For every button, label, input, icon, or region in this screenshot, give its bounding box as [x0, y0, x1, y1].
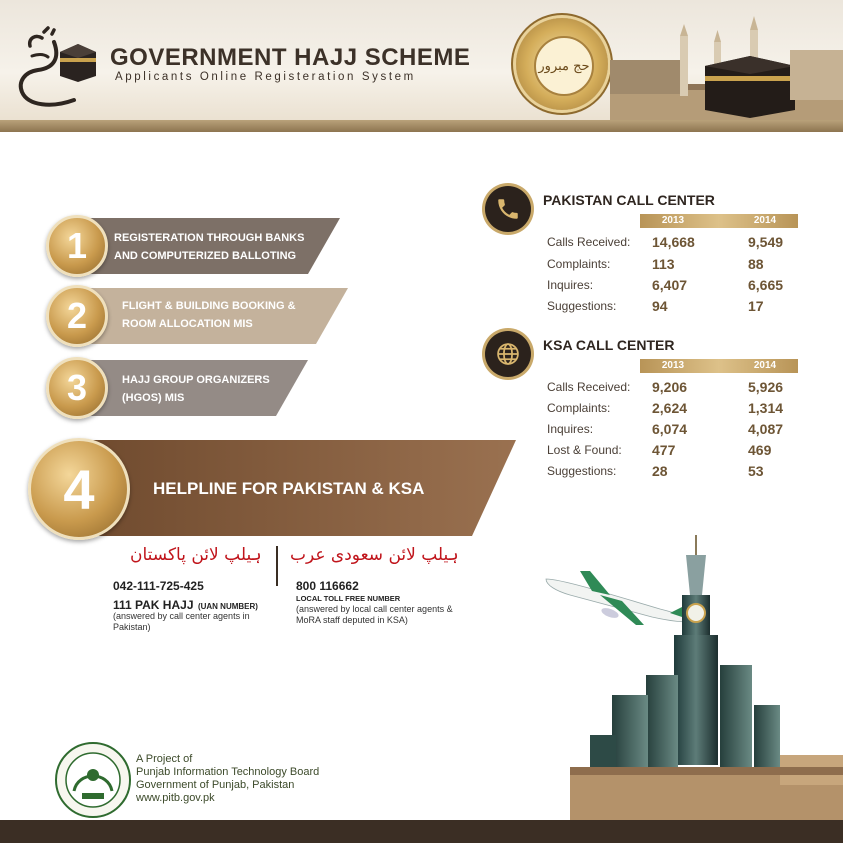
helpline-pakistan-uan: 111 PAK HAJJ (UAN NUMBER) — [113, 598, 258, 612]
ksa-row-value-2014: 53 — [748, 463, 764, 479]
emblem-calligraphy: حج مبرور — [534, 36, 594, 96]
ksa-row-value-2014: 469 — [748, 442, 772, 458]
ksa-row-value-2014: 5,926 — [748, 379, 784, 395]
pakistan-year-2013: 2013 — [661, 215, 685, 226]
ksa-row-value-2013: 2,624 — [652, 400, 688, 416]
ksa-row-value-2013: 477 — [652, 442, 676, 458]
step-4-label: HELPLINE FOR PAKISTAN & KSA — [153, 479, 425, 498]
pk-row-value-2013: 14,668 — [652, 234, 695, 250]
globe-phone-icon — [485, 331, 531, 377]
pk-row-value-2013: 113 — [652, 256, 675, 272]
step-3-number-badge: 3 — [46, 357, 108, 419]
header-banner — [0, 0, 843, 132]
ksa-year-header — [640, 359, 798, 373]
page-subtitle: Applicants Online Registeration System — [115, 71, 416, 83]
helpline-ksa-toll-free: LOCAL TOLL FREE NUMBER — [296, 594, 401, 603]
masjid-al-haram-illustration — [610, 10, 843, 122]
helpline-divider — [276, 546, 278, 586]
step-1-number-badge: 1 — [46, 215, 108, 277]
ksa-year-2014: 2014 — [753, 360, 777, 371]
phone-icon — [485, 186, 531, 232]
hajj-emblem-seal — [516, 18, 608, 110]
ksa-row-label: Suggestions: — [547, 464, 617, 478]
ksa-year-2013: 2013 — [661, 360, 685, 371]
pakistan-call-center-title: PAKISTAN CALL CENTER — [543, 192, 715, 208]
ksa-row-value-2013: 9,206 — [652, 379, 688, 395]
pakistan-year-header — [640, 214, 798, 228]
helpline-ksa-urdu-title: ہیلپ لائن سعودی عرب — [290, 545, 459, 565]
ksa-row-value-2014: 4,087 — [748, 421, 784, 437]
pk-row-label: Calls Received: — [547, 235, 631, 249]
ksa-row-label: Lost & Found: — [547, 443, 622, 457]
helpline-pakistan-note: (answered by call center agents in Pakistan) — [113, 611, 250, 632]
pk-row-value-2013: 6,407 — [652, 277, 688, 293]
page-title: GOVERNMENT HAJJ SCHEME — [110, 44, 471, 71]
step-2-label: FLIGHT & BUILDING BOOKING & ROOM ALLOCATION MIS — [122, 300, 296, 330]
makkah-clock-tower-illustration — [570, 535, 843, 820]
pitb-credit: A Project of Punjab Information Technology Board Government of Punjab, Pakistan www.pitb.gov.pk — [136, 753, 320, 804]
header-divider — [0, 120, 843, 132]
pk-row-label: Inquires: — [547, 278, 594, 292]
kaaba-icon — [54, 38, 102, 82]
pk-row-value-2014: 88 — [748, 256, 764, 272]
ksa-row-label: Calls Received: — [547, 380, 631, 394]
ksa-row-value-2013: 28 — [652, 463, 668, 479]
pk-row-value-2014: 17 — [748, 298, 764, 314]
step-4-number-badge: 4 — [28, 438, 130, 540]
pk-row-value-2014: 6,665 — [748, 277, 784, 293]
pitb-seal-logo — [54, 741, 132, 819]
pk-row-value-2014: 9,549 — [748, 234, 784, 250]
helpline-pakistan-urdu-title: ہیلپ لائن پاکستان — [130, 545, 262, 565]
ksa-row-value-2014: 1,314 — [748, 400, 784, 416]
helpline-ksa-note: (answered by local call center agents & MoRA staff deputed in KSA) — [296, 604, 453, 625]
step-2-number-badge: 2 — [46, 285, 108, 347]
ksa-row-label: Inquires: — [547, 422, 594, 436]
ksa-call-center-title: KSA CALL CENTER — [543, 337, 675, 353]
helpline-pakistan-phone: 042-111-725-425 — [113, 579, 204, 593]
ksa-row-label: Complaints: — [547, 401, 611, 415]
footer-bar — [0, 820, 843, 843]
pk-row-label: Suggestions: — [547, 299, 617, 313]
pk-row-label: Complaints: — [547, 257, 611, 271]
step-3-label: HAJJ GROUP ORGANIZERS (HGOS) MIS — [122, 374, 270, 404]
pk-row-value-2013: 94 — [652, 298, 668, 314]
helpline-ksa-phone: 800 116662 — [296, 579, 359, 593]
ksa-row-value-2013: 6,074 — [652, 421, 688, 437]
step-1-label: REGISTERATION THROUGH BANKS AND COMPUTERIZED BALLOTING — [114, 232, 305, 262]
pakistan-year-2014: 2014 — [753, 215, 777, 226]
